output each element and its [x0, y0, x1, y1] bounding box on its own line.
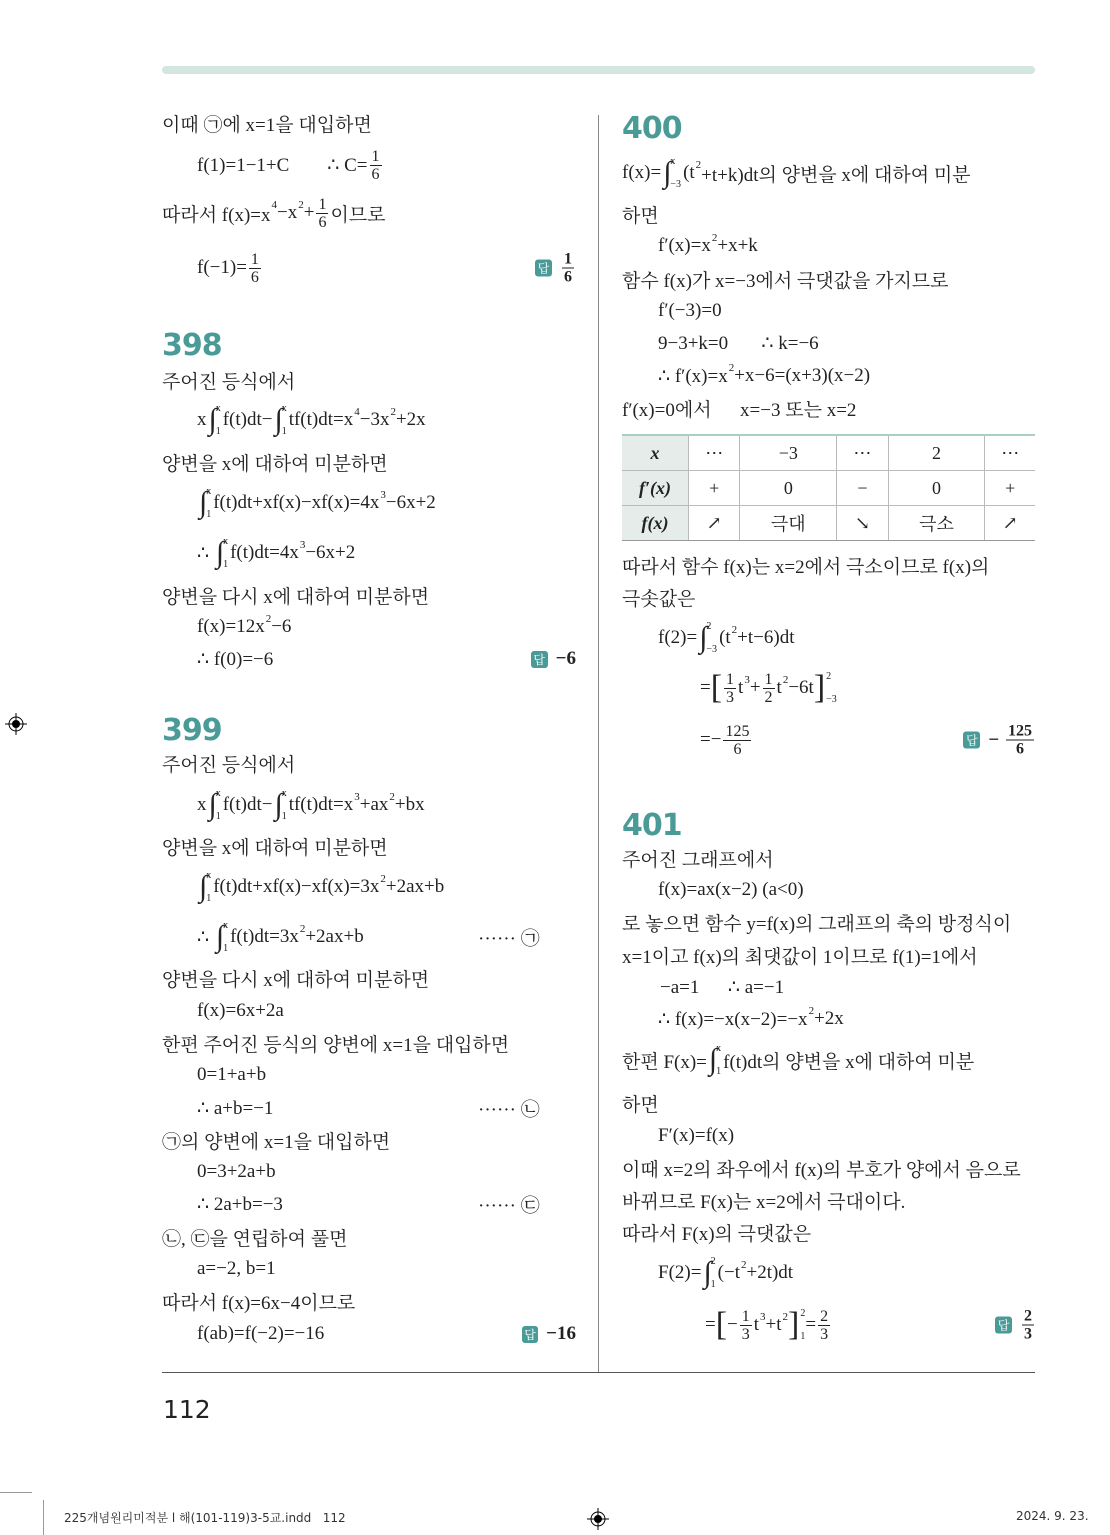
math-text: ∴	[197, 926, 214, 948]
math-text: t	[753, 1314, 760, 1335]
math-text: +x−6=(x+3)(x−2)	[734, 365, 871, 386]
math-text: +2x	[395, 409, 426, 430]
fraction-denominator: 3	[1024, 1325, 1032, 1343]
integral	[199, 870, 211, 904]
answer	[522, 648, 576, 670]
math-text: 주어진 등식에서	[162, 371, 296, 393]
math-text: ∴ f(x)=−x(x−2)=−x	[658, 1008, 808, 1030]
integral	[274, 788, 286, 822]
table-cell: −3	[740, 435, 837, 471]
math-text: 양변을 x에 대하여 미분하면	[162, 837, 388, 859]
superscript: 4	[271, 199, 278, 211]
integral	[699, 621, 717, 655]
integral-sign-icon: ∫	[699, 621, 708, 654]
integral-lower-limit: −3	[706, 644, 718, 655]
math-text: 따라서 함수 f(x)는 x=2에서 극소이므로 f(x)의	[622, 556, 990, 578]
upper-limit: 2	[826, 671, 832, 682]
integral-upper-limit: x	[670, 156, 676, 167]
solution-line	[197, 785, 425, 825]
answer-badge: 답	[522, 1326, 538, 1343]
integral-limits	[223, 920, 228, 954]
math-text: (t	[683, 162, 695, 183]
math-text: +	[749, 677, 761, 698]
solution-line	[197, 400, 426, 440]
math-text: +2ax+b	[305, 926, 364, 947]
table-cell: 극소	[888, 506, 985, 541]
integral-upper-limit: x	[206, 870, 212, 881]
answer	[942, 1308, 1036, 1343]
problem-number: 401	[622, 807, 682, 843]
math-text: f(x)=	[622, 162, 662, 183]
solution-line	[197, 533, 355, 573]
integral-limits	[711, 1256, 716, 1290]
integral-lower-limit: 1	[281, 426, 287, 437]
superscript: 2	[695, 159, 702, 171]
fraction	[1006, 723, 1034, 758]
solution-line	[197, 483, 436, 523]
math-text: (−t	[717, 1262, 740, 1283]
footer-rule	[162, 1372, 1035, 1373]
integral-upper-limit: 2	[706, 621, 712, 632]
math-text: ∴ f′(x)=x	[658, 365, 728, 387]
math-text: ∴ a+b=−1	[197, 1097, 274, 1119]
fraction-numerator: 1	[764, 670, 773, 688]
integral-lower-limit: 1	[223, 559, 229, 570]
integral	[216, 536, 228, 570]
math-text: x	[197, 794, 207, 815]
math-text: =−	[700, 729, 722, 750]
solution-line	[622, 388, 856, 428]
table-cell: ⋯	[985, 435, 1035, 471]
math-text: −6t	[788, 677, 814, 698]
math-text: f′(x)=x	[658, 235, 711, 256]
integral-lower-limit: −3	[670, 179, 682, 190]
fraction-denominator: 3	[741, 1325, 750, 1343]
math-text: 이때 x=2의 좌우에서 f(x)의 부호가 양에서 음으로	[622, 1159, 1021, 1181]
math-text: =	[705, 1314, 716, 1335]
table-cell: f(x)	[622, 506, 689, 541]
math-text: f(t)dt+xf(x)−xf(x)=4x	[213, 492, 380, 513]
table-cell: ⋯	[689, 435, 740, 471]
upper-limit: 2	[800, 1308, 806, 1319]
math-text: 이므로	[330, 204, 386, 226]
superscript: 3	[299, 539, 306, 551]
solution-line	[658, 1253, 793, 1293]
integral-sign-icon: ∫	[703, 1256, 712, 1289]
solution-line	[197, 248, 576, 288]
fraction	[724, 671, 736, 706]
fraction-denominator: 6	[250, 268, 259, 286]
integral-lower-limit: 1	[215, 426, 221, 437]
math-text: f′(x)=0에서 x=−3 또는 x=2	[622, 399, 857, 421]
table-cell: ↘	[837, 506, 888, 541]
table-cell: +	[689, 471, 740, 506]
superscript: 2	[782, 674, 789, 686]
integral-sign-icon: ∫	[215, 920, 225, 953]
table-cell: −	[837, 471, 888, 506]
fraction-numerator: 1	[726, 670, 735, 688]
solution-line	[162, 360, 295, 400]
math-text: ㉠의 양변에 x=1을 대입하면	[162, 1131, 391, 1153]
math-text: 양변을 다시 x에 대하여 미분하면	[162, 586, 430, 608]
solution-line	[197, 639, 576, 679]
integral	[209, 403, 221, 437]
answer	[522, 1323, 576, 1345]
solution-line	[622, 1212, 811, 1252]
math-text: +ax	[359, 794, 389, 815]
integral-upper-limit: x	[716, 1043, 722, 1054]
math-text: f(t)dt+xf(x)−xf(x)=3x	[213, 876, 380, 897]
footer-file-name: 225개념원리미적분 l 해(101-119)3-5교.indd 112	[64, 1511, 346, 1525]
math-text: a=−2, b=1	[197, 1258, 276, 1279]
answer-badge: 답	[535, 260, 552, 277]
math-text: +2ax+b	[385, 876, 445, 897]
math-text: x	[197, 409, 207, 430]
fraction-numerator: 1	[371, 147, 380, 165]
footer-date: 2024. 9. 23.	[1016, 1509, 1089, 1523]
bracket: [	[710, 669, 723, 706]
page-number: 112	[163, 1395, 211, 1424]
fraction-denominator: 6	[371, 165, 380, 183]
fraction-denominator: 6	[564, 268, 572, 286]
solution-line	[162, 193, 386, 233]
math-text: −	[988, 729, 1004, 750]
math-text: =	[805, 1314, 817, 1335]
integral-limits	[216, 788, 221, 822]
integral-sign-icon: ∫	[663, 156, 672, 189]
math-text: 9−3+k=0 ∴ k=−6	[658, 332, 819, 354]
superscript: 2	[299, 923, 306, 935]
math-text: 하면	[622, 1094, 659, 1116]
fraction-numerator: 125	[725, 722, 750, 740]
math-text: +x+k	[717, 235, 758, 256]
registration-mark-icon	[5, 713, 27, 735]
table-cell: x	[622, 435, 689, 471]
superscript: 3	[380, 489, 386, 501]
solution-line	[162, 442, 388, 482]
math-text: −a=1 ∴ a=−1	[660, 976, 785, 998]
superscript: 2	[731, 624, 738, 636]
integral-sign-icon: ∫	[708, 1043, 718, 1076]
equation-label: ······ ㉢	[478, 1195, 540, 1217]
column-divider	[598, 115, 599, 1372]
math-text: 따라서 f(x)=x	[162, 204, 271, 226]
equation-label: ······ ㉠	[478, 928, 540, 950]
solution-line	[700, 720, 1036, 760]
fraction	[370, 148, 382, 183]
answer-badge: 답	[995, 1317, 1012, 1334]
integral-lower-limit: 1	[223, 943, 229, 954]
integral-upper-limit: 2	[710, 1256, 716, 1267]
integral	[199, 486, 211, 520]
integral-lower-limit: 1	[206, 893, 212, 904]
table-cell: 0	[888, 471, 985, 506]
math-text: −x	[277, 202, 298, 223]
integral-lower-limit: 1	[215, 811, 221, 822]
table-cell: ↗	[985, 506, 1035, 541]
variation-table	[622, 434, 1035, 541]
superscript: 2	[380, 873, 386, 885]
header-accent-bar	[162, 66, 1035, 74]
solution-line	[705, 1305, 1036, 1345]
math-text: t	[776, 677, 782, 698]
fraction	[723, 723, 751, 758]
math-text: −	[727, 1314, 738, 1335]
integral-lower-limit: 1	[710, 1279, 716, 1290]
math-text: 한편 주어진 등식의 양변에 x=1을 대입하면	[162, 1034, 510, 1056]
integral	[274, 403, 286, 437]
integral-lower-limit: 1	[716, 1066, 722, 1077]
solution-line	[197, 917, 576, 957]
fraction	[818, 1308, 830, 1343]
math-text: f(2)=	[658, 627, 698, 648]
integral-limits	[223, 536, 228, 570]
math-text: f(t)dt−	[222, 409, 273, 430]
solution-line	[162, 103, 372, 143]
math-text: f(−1)=	[197, 257, 247, 278]
math-text: f(x)=12x	[197, 616, 265, 637]
superscript: 4	[354, 406, 360, 418]
math-text: −6	[555, 648, 576, 669]
fraction	[763, 671, 775, 706]
integral-upper-limit: x	[223, 920, 229, 931]
math-text: =	[700, 677, 711, 698]
solution-line	[622, 153, 971, 193]
math-text: ㉡, ㉢을 연립하여 풀면	[162, 1228, 348, 1250]
bracket: ]	[813, 669, 826, 706]
integral-limits	[716, 1043, 721, 1077]
crop-mark	[0, 1492, 32, 1493]
fraction-numerator: 2	[820, 1307, 829, 1325]
superscript: 2	[740, 1259, 747, 1271]
integral	[216, 920, 228, 954]
integral-sign-icon: ∫	[274, 788, 283, 821]
fraction-denominator: 2	[764, 688, 773, 706]
math-text: f(t)dt=3x	[230, 926, 299, 947]
math-text: ∴ 2a+b=−3	[197, 1193, 283, 1215]
math-text: −6	[271, 616, 292, 637]
math-text: +	[303, 202, 315, 223]
superscript: 3	[354, 791, 360, 803]
integral-limits	[706, 621, 717, 655]
math-text: −16	[546, 1323, 576, 1344]
table-row	[622, 435, 1035, 471]
integral-limits	[206, 486, 211, 520]
math-text: f′(−3)=0	[658, 300, 722, 321]
math-text: x=1이고 f(x)의 최댓값이 1이므로 f(1)=1에서	[622, 946, 978, 968]
math-text: 주어진 등식에서	[162, 754, 296, 776]
fraction-numerator: 1	[250, 250, 259, 268]
superscript: 2	[389, 791, 395, 803]
integral-upper-limit: x	[281, 403, 287, 414]
integral-sign-icon: ∫	[199, 870, 208, 903]
math-text: ∴	[197, 542, 214, 564]
fraction-numerator: 125	[1008, 722, 1032, 740]
bracket: [	[715, 1306, 728, 1343]
fraction	[562, 251, 574, 286]
table-cell: 2	[888, 435, 985, 471]
solution-line	[162, 826, 388, 866]
superscript: 2	[298, 199, 304, 211]
fraction-denominator: 6	[733, 740, 742, 758]
fraction	[740, 1308, 752, 1343]
solution-line	[700, 668, 837, 708]
fraction-denominator: 6	[1016, 740, 1024, 758]
integral-limits	[282, 403, 287, 437]
math-text: +2x	[814, 1008, 844, 1029]
fraction	[1022, 1308, 1034, 1343]
integral-sign-icon: ∫	[208, 788, 217, 821]
integral-limits	[670, 156, 681, 190]
integral-sign-icon: ∫	[215, 536, 225, 569]
math-text: F(2)=	[658, 1262, 702, 1283]
integral-lower-limit: 1	[206, 509, 212, 520]
fraction-numerator: 1	[564, 250, 572, 268]
math-text: 한편 F(x)=	[622, 1051, 707, 1073]
integral-sign-icon: ∫	[274, 403, 283, 436]
superscript: 3	[760, 1311, 766, 1323]
superscript: 2	[265, 613, 272, 625]
answer	[522, 251, 576, 286]
answer	[942, 723, 1036, 758]
solution-line	[197, 867, 444, 907]
solution-line	[622, 577, 695, 617]
solution-line	[162, 743, 295, 783]
table-row	[622, 506, 1035, 541]
solution-line	[197, 145, 384, 185]
fraction	[249, 251, 261, 286]
integral-upper-limit: x	[281, 788, 287, 799]
evaluation-limits	[826, 671, 837, 705]
math-text: f(t)dt−	[222, 794, 273, 815]
math-text: f(x)=ax(x−2) (a<0)	[658, 879, 804, 900]
fraction-denominator: 3	[726, 688, 735, 706]
math-text: 하면	[622, 205, 659, 227]
integral-limits	[282, 788, 287, 822]
table-cell: 극대	[740, 506, 837, 541]
math-text: 양변을 x에 대하여 미분하면	[162, 453, 388, 475]
registration-mark-icon	[587, 1508, 609, 1530]
integral	[663, 156, 681, 190]
math-text: f(t)dt=4x	[230, 542, 299, 563]
math-text: +bx	[394, 794, 425, 815]
math-text: tf(t)dt=x	[288, 409, 354, 430]
math-text: +t	[765, 1314, 782, 1335]
solution-line	[622, 1040, 974, 1080]
table-row	[622, 471, 1035, 506]
math-text: (t	[719, 627, 731, 648]
lower-limit: 1	[800, 1331, 806, 1342]
integral-upper-limit: x	[206, 486, 212, 497]
fraction-numerator: 1	[318, 195, 327, 213]
integral-limits	[206, 870, 211, 904]
answer-badge: 답	[963, 732, 980, 749]
superscript: 3	[744, 674, 750, 686]
math-text: f(1)=1−1+C ∴ C=	[197, 154, 368, 176]
table-cell: +	[985, 471, 1035, 506]
superscript: 2	[390, 406, 396, 418]
solution-line	[658, 618, 795, 658]
math-text: 양변을 다시 x에 대하여 미분하면	[162, 969, 430, 991]
table-cell: ↗	[689, 506, 740, 541]
math-text: ∴ f(0)=−6	[197, 648, 274, 670]
math-text: 이때 ㉠에 x=1을 대입하면	[162, 114, 372, 136]
integral-upper-limit: x	[223, 536, 229, 547]
answer-badge: 답	[531, 651, 548, 668]
integral-upper-limit: x	[215, 403, 221, 414]
table-cell: f′(x)	[622, 471, 689, 506]
fraction	[316, 196, 328, 231]
math-text: tf(t)dt=x	[288, 794, 354, 815]
integral-sign-icon: ∫	[199, 486, 208, 519]
math-text: 바뀌므로 F(x)는 x=2에서 극대이다.	[622, 1191, 906, 1213]
problem-number: 398	[162, 327, 222, 363]
math-text: −6x+2	[385, 492, 436, 513]
math-text: 함수 f(x)가 x=−3에서 극댓값을 가지므로	[622, 270, 949, 292]
lower-limit: −3	[826, 694, 837, 705]
math-text: −6x+2	[305, 542, 356, 563]
math-text: f(t)dt의 양변을 x에 대하여 미분	[723, 1051, 975, 1073]
math-text: −3x	[359, 409, 390, 430]
fraction-numerator: 1	[741, 1307, 750, 1325]
math-text: +2t)dt	[746, 1262, 794, 1283]
integral-lower-limit: 1	[281, 811, 287, 822]
integral	[703, 1256, 715, 1290]
integral-limits	[216, 403, 221, 437]
math-text: 로 놓으면 함수 y=f(x)의 그래프의 축의 방정식이	[622, 913, 1012, 935]
math-text: 0=3+2a+b	[197, 1161, 276, 1182]
superscript: 2	[808, 1005, 815, 1017]
math-text: 극솟값은	[622, 588, 696, 610]
solution-line	[622, 1083, 659, 1123]
fraction-denominator: 3	[820, 1325, 829, 1343]
fraction-denominator: 6	[318, 213, 327, 231]
problem-number: 399	[162, 712, 222, 748]
table-cell: 0	[740, 471, 837, 506]
integral	[709, 1043, 721, 1077]
math-text: +t+k)dt의 양변을 x에 대하여 미분	[701, 164, 971, 186]
math-text: +t−6)dt	[737, 627, 795, 648]
fraction-numerator: 2	[1024, 1307, 1032, 1325]
math-text: 따라서 f(x)=6x−4이므로	[162, 1292, 356, 1314]
crop-mark	[43, 1500, 44, 1535]
math-text: 주어진 그래프에서	[622, 849, 774, 871]
table-cell: ⋯	[837, 435, 888, 471]
integral-upper-limit: x	[215, 788, 221, 799]
math-text: 따라서 F(x)의 극댓값은	[622, 1223, 812, 1245]
math-text: 0=1+a+b	[197, 1064, 267, 1085]
math-text: f(ab)=f(−2)=−16	[197, 1323, 325, 1344]
problem-number: 400	[622, 110, 682, 146]
integral	[209, 788, 221, 822]
solution-line	[622, 194, 659, 234]
integral-sign-icon: ∫	[208, 403, 217, 436]
solution-line	[658, 999, 844, 1039]
bracket: ]	[788, 1306, 800, 1343]
superscript: 2	[782, 1311, 789, 1323]
equation-label: ······ ㉡	[478, 1099, 540, 1121]
superscript: 2	[728, 362, 735, 374]
math-text: F′(x)=f(x)	[658, 1125, 735, 1146]
solution-line	[197, 1314, 576, 1354]
superscript: 2	[711, 232, 718, 244]
math-text: t	[738, 677, 744, 698]
math-text: f(x)=6x+2a	[197, 1000, 284, 1021]
